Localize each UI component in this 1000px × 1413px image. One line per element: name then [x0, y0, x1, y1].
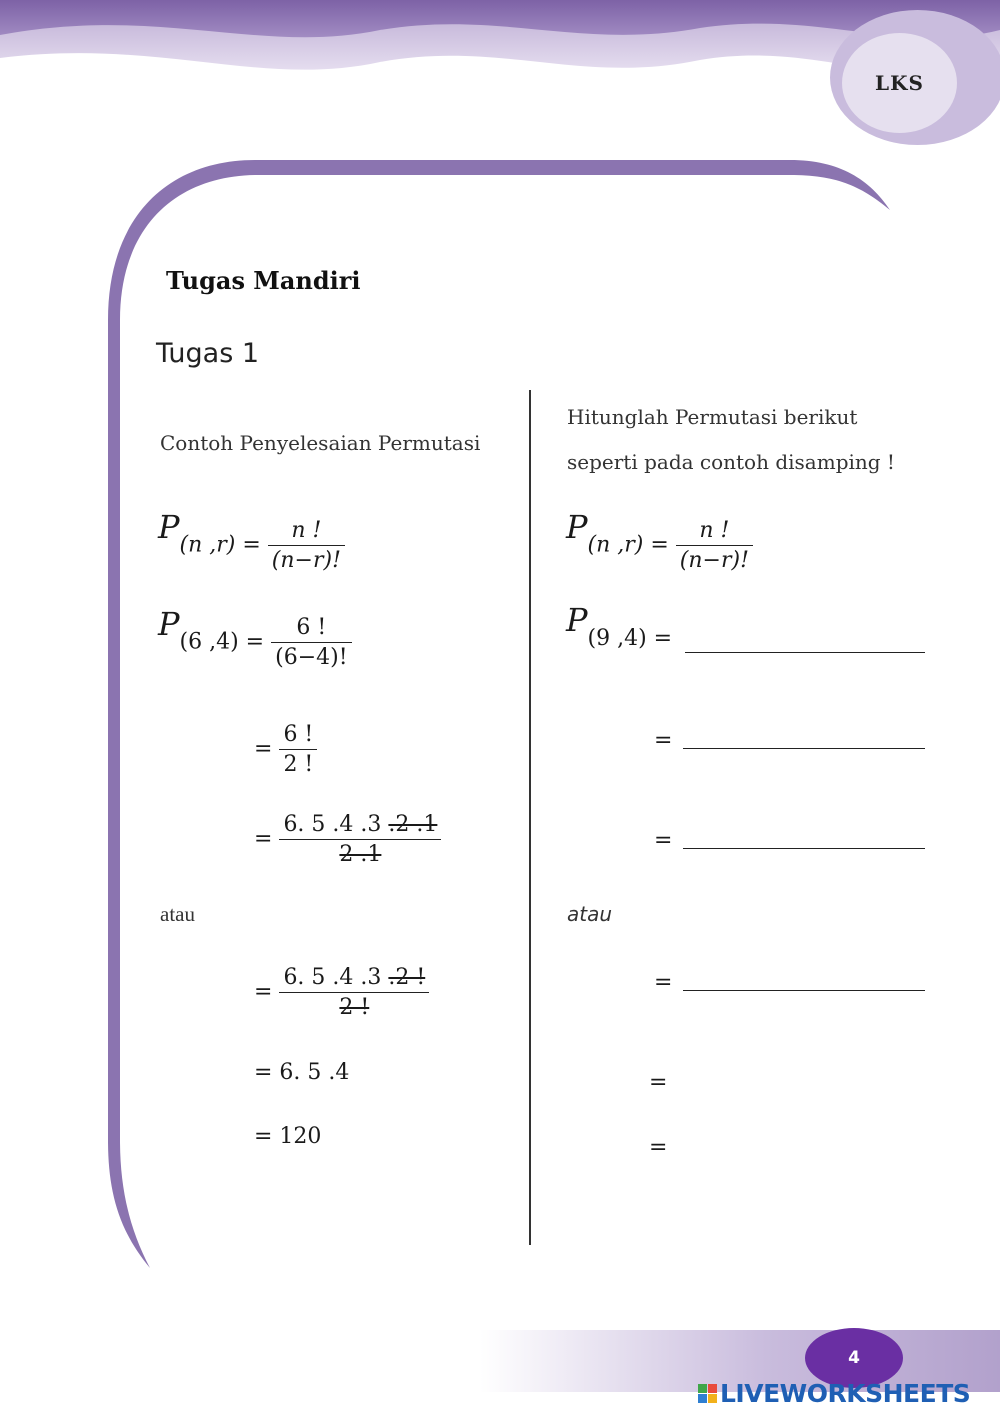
- answer-row-3: [654, 828, 925, 853]
- answer-row-5: [649, 1070, 914, 1095]
- permutation-symbol: P: [566, 507, 588, 546]
- equals-sign: =: [254, 826, 273, 852]
- fraction: [271, 615, 351, 670]
- equals-sign: =: [654, 728, 673, 753]
- fraction-denominator: (n−r)!: [268, 545, 345, 573]
- fraction: [279, 812, 441, 867]
- equals-sign: =: [254, 736, 273, 762]
- fraction: [676, 518, 753, 573]
- answer-blank-1[interactable]: [685, 626, 925, 653]
- brand-name: LIVEWORKSHEETS: [720, 1378, 971, 1408]
- step-5: = 120: [254, 1124, 322, 1149]
- step-1: [254, 722, 317, 777]
- column-divider: [529, 390, 531, 1245]
- numerator-cancelled: .2 .1: [388, 812, 438, 837]
- formula-sub: (6 ,4) =: [179, 629, 265, 655]
- formula-example-left: [158, 604, 352, 670]
- fraction-numerator: n !: [291, 518, 322, 543]
- answer-blank-3[interactable]: [683, 834, 925, 849]
- equals-sign: =: [254, 979, 273, 1005]
- step-2: [254, 812, 441, 867]
- brand-logo: [698, 1378, 970, 1408]
- answer-row-6: [649, 1135, 914, 1160]
- equals-sign: =: [654, 828, 673, 853]
- fraction: [279, 965, 429, 1020]
- or-label-left: atau: [160, 902, 195, 926]
- fraction-numerator: n !: [699, 518, 730, 543]
- fraction: [268, 518, 345, 573]
- fraction-denominator: (n−r)!: [676, 545, 753, 573]
- formula-sub: (9 ,4) =: [587, 626, 673, 651]
- page-number: 4: [848, 1348, 860, 1368]
- formula-general-right: [566, 507, 753, 573]
- answer-row-4: [654, 970, 925, 995]
- fraction-numerator: 6 !: [296, 615, 327, 640]
- fraction-numerator: 6 !: [283, 722, 314, 747]
- fraction-denominator: 2 .1: [279, 839, 441, 867]
- section-title: Tugas Mandiri: [166, 266, 361, 295]
- example-intro: Contoh Penyelesaian Permutasi: [160, 431, 481, 455]
- formula-general-left: [158, 507, 345, 573]
- equals-sign: =: [649, 1135, 668, 1160]
- answer-space-6[interactable]: [674, 1136, 914, 1160]
- numerator-kept: 6. 5 .4 .3: [283, 812, 389, 837]
- fraction-denominator: 2 !: [279, 992, 429, 1020]
- equals-sign: =: [654, 970, 673, 995]
- numerator-cancelled: .2 !: [388, 965, 426, 990]
- step-3: [254, 965, 429, 1020]
- formula-exercise-right: [566, 601, 925, 653]
- instruction-line-1: Hitunglah Permutasi berikut: [567, 405, 858, 429]
- fraction-denominator: 2 !: [279, 749, 317, 777]
- fraction-numerator: [279, 812, 441, 839]
- or-label-right: atau: [567, 902, 613, 926]
- fraction-numerator: [279, 965, 429, 992]
- answer-space-5[interactable]: [674, 1071, 914, 1095]
- numerator-kept: 6. 5 .4 .3: [283, 965, 389, 990]
- step-4: = 6. 5 .4: [254, 1060, 350, 1085]
- task-title: Tugas 1: [156, 338, 260, 369]
- answer-blank-4[interactable]: [683, 976, 925, 991]
- permutation-symbol: P: [566, 601, 588, 639]
- fraction-denominator: (6−4)!: [271, 642, 351, 670]
- formula-sub: (n ,r) =: [587, 532, 669, 558]
- lks-label: LKS: [875, 71, 924, 95]
- formula-sub: (n ,r) =: [179, 532, 261, 558]
- answer-blank-2[interactable]: [683, 734, 925, 749]
- permutation-symbol: P: [158, 507, 180, 546]
- permutation-symbol: P: [158, 604, 180, 643]
- brand-icon: [698, 1384, 717, 1403]
- instruction-line-2: seperti pada contoh disamping !: [567, 450, 895, 474]
- fraction: [279, 722, 317, 777]
- answer-row-2: [654, 728, 925, 753]
- equals-sign: =: [649, 1070, 668, 1095]
